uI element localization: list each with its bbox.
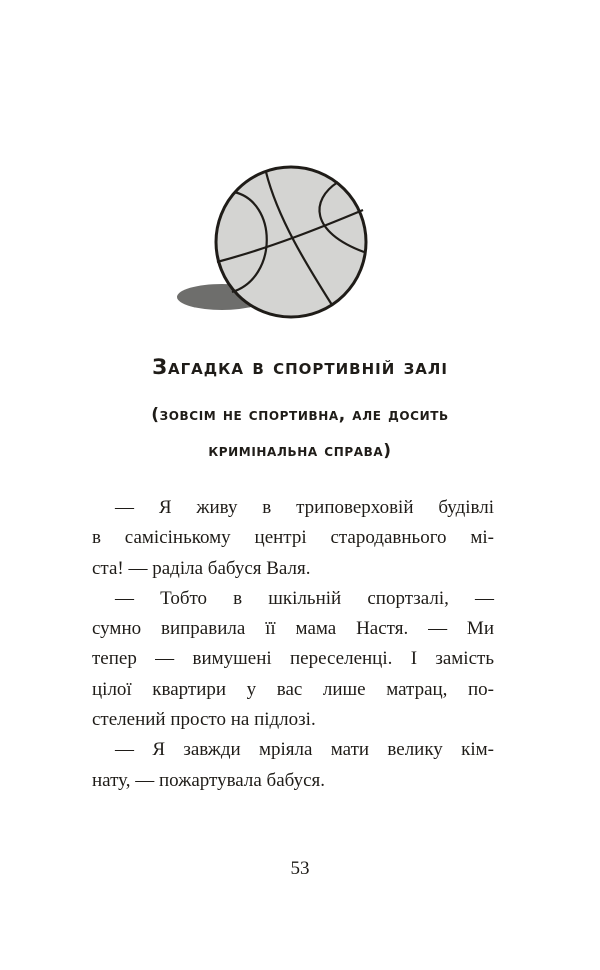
text-line: цілої квартири у вас лише матрац, по- <box>92 678 494 700</box>
basketball-illustration <box>170 160 380 320</box>
subtitle-line: (зовсім не спортивна, але досить <box>151 405 449 425</box>
chapter-title: Загадка в спортивній залі <box>152 355 448 379</box>
text-line: — Тобто в шкільній спортзалі, — <box>115 587 494 609</box>
text-line: сумно виправила її мама Настя. — Ми <box>92 618 494 640</box>
body-text <box>92 493 494 796</box>
text-line: — Я живу в триповерховій будівлі <box>115 497 494 518</box>
text-line: стелений просто на підлозі. <box>92 709 316 731</box>
text-line: в самісінькому центрі стародавнього мі- <box>92 527 494 549</box>
subtitle-line: кримінальна справа) <box>208 441 392 461</box>
basketball-icon <box>170 160 380 320</box>
text-line: — Я завжди мріяла мати велику кім- <box>115 739 494 761</box>
text-line: нату, — пожартувала бабуся. <box>92 769 326 791</box>
text-line: ста! — раділа бабуся Валя. <box>92 557 311 579</box>
chapter-subtitle <box>0 397 600 469</box>
page-number: 53 <box>290 858 310 879</box>
text-line: тепер — вимушені переселенці. І замість <box>92 648 494 670</box>
